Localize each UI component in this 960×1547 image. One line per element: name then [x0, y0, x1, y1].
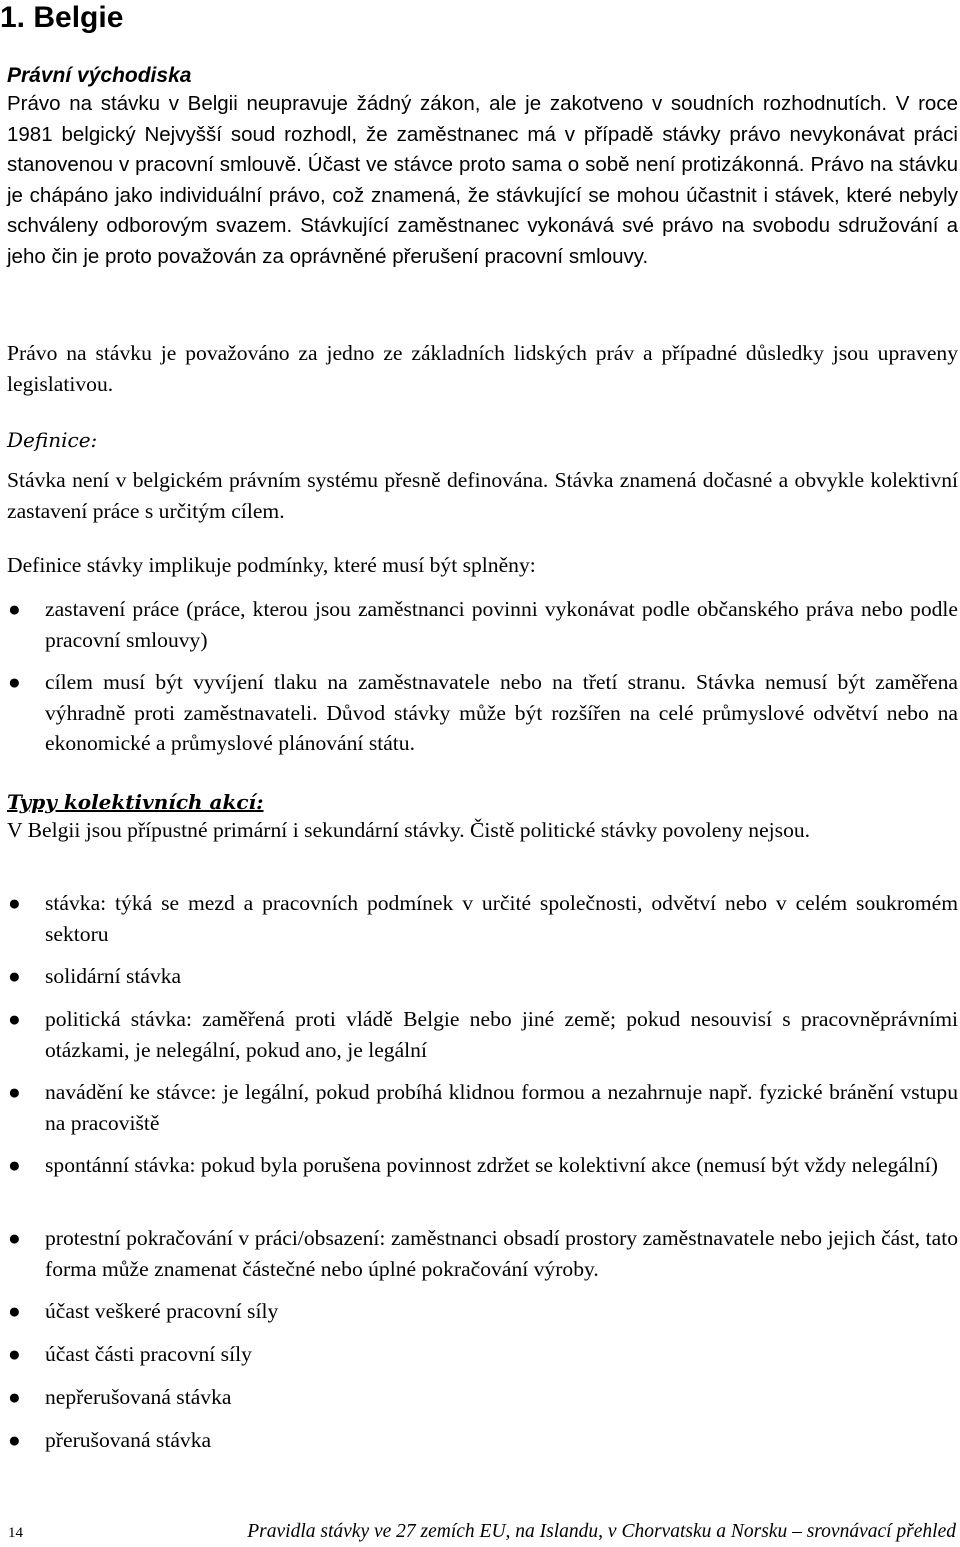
- bullet-icon: ●: [8, 670, 21, 694]
- list-item-text: účast části pracovní síly: [45, 1342, 252, 1366]
- list-item-text: politická stávka: zaměřená proti vládě Belgie nebo jiné země; pokud nesouvisí s pracovněprávními otázkami, je nelegální, pokud ano, je legální: [45, 1007, 958, 1062]
- list-item: [7, 888, 958, 949]
- list-item: [7, 1150, 958, 1181]
- bullet-icon: ●: [8, 1428, 21, 1452]
- definition-paragraph-2: Definice stávky implikuje podmínky, které musí být splněny:: [7, 553, 536, 577]
- bullet-icon: ●: [8, 891, 21, 915]
- bullet-icon: ●: [8, 597, 21, 621]
- list-item: [7, 1223, 958, 1284]
- bullet-icon: ●: [8, 1226, 21, 1250]
- list-item-text: protestní pokračování v práci/obsazení: zaměstnanci obsadí prostory zaměstnavatele nebo jejich část, tato forma může znamenat částečné nebo úplné pokračování výroby.: [45, 1226, 958, 1281]
- bullet-icon: ●: [8, 1299, 21, 1323]
- list-item-text: přerušovaná stávka: [45, 1428, 212, 1452]
- legal-basis-title: Právní východiska: [7, 64, 192, 87]
- page-number: 14: [8, 1525, 23, 1541]
- list-item: [7, 1339, 958, 1370]
- types-title: Typy kolektivních akcí:: [7, 790, 264, 814]
- list-item: [7, 961, 958, 992]
- bullet-icon: ●: [8, 1007, 21, 1031]
- bullet-icon: ●: [8, 1342, 21, 1366]
- page-heading: 1. Belgie: [0, 1, 124, 34]
- list-item: [7, 1296, 958, 1327]
- list-item: [7, 1077, 958, 1138]
- list-item: [7, 1004, 958, 1065]
- types-paragraph: V Belgii jsou přípustné primární i sekundární stávky. Čistě politické stávky povoleny nejsou.: [7, 818, 811, 842]
- list-item-text: cílem musí být vyvíjení tlaku na zaměstnavatele nebo na třetí stranu. Stávka nemusí být zaměřena výhradně proti zaměstnavateli. Důvod stávky může být rozšířen na celé průmyslové odvětví nebo na ekonomické a průmyslové plánování státu.: [45, 670, 958, 756]
- legal-basis-paragraph-1: Právo na stávku v Belgii neupravuje žádný zákon, ale je zakotveno v soudních rozhodnutích. V roce 1981 belgický Nejvyšší soud rozhodl, že zaměstnanec má v případě stávky právo nevykonávat práci stanovenou v pracovní smlouvě. Účast ve stávce proto sama o sobě není protizákonná. Právo na stávku je chápáno jako individuální právo, což znamená, že stávkující se mohou účastnit i stávek, které nebyly schváleny odborovým svazem. Stávkující zaměstnanec vykonává své právo na svobodu sdružování a jeho čin je proto považován za oprávněné přerušení pracovní smlouvy.: [7, 92, 958, 268]
- list-item-text: zastavení práce (práce, kterou jsou zaměstnanci povinni vykonávat podle občanského práva nebo podle pracovní smlouvy): [45, 597, 958, 652]
- list-item: [7, 667, 958, 759]
- list-item-text: účast veškeré pracovní síly: [45, 1299, 279, 1323]
- list-item-text: nepřerušovaná stávka: [45, 1385, 232, 1409]
- list-item: [7, 1425, 958, 1456]
- bullet-icon: ●: [8, 964, 21, 988]
- definition-title: Definice:: [7, 428, 98, 452]
- footer-title: Pravidla stávky ve 27 zemích EU, na Islandu, v Chorvatsku a Norsku – srovnávací přehled: [247, 1521, 956, 1542]
- list-item-text: stávka: týká se mezd a pracovních podmínek v určité společnosti, odvětví nebo v celém soukromém sektoru: [45, 891, 958, 946]
- list-item-text: solidární stávka: [45, 964, 182, 988]
- list-item: [7, 1382, 958, 1413]
- definition-paragraph-1: Stávka není v belgickém právním systému přesně definována. Stávka znamená dočasné a obvykle kolektivní zastavení práce s určitým cílem.: [7, 468, 958, 523]
- bullet-icon: ●: [8, 1385, 21, 1409]
- legal-basis-paragraph-2: Právo na stávku je považováno za jedno ze základních lidských práv a případné důsledky jsou upraveny legislativou.: [7, 341, 958, 396]
- bullet-icon: ●: [8, 1153, 21, 1177]
- bullet-icon: ●: [8, 1080, 21, 1104]
- list-item: [7, 594, 958, 655]
- list-item-text: navádění ke stávce: je legální, pokud probíhá klidnou formou a nezahrnuje např. fyzické bránění vstupu na pracoviště: [45, 1080, 958, 1135]
- list-item-text: spontánní stávka: pokud byla porušena povinnost zdržet se kolektivní akce (nemusí být vždy nelegální): [45, 1153, 938, 1177]
